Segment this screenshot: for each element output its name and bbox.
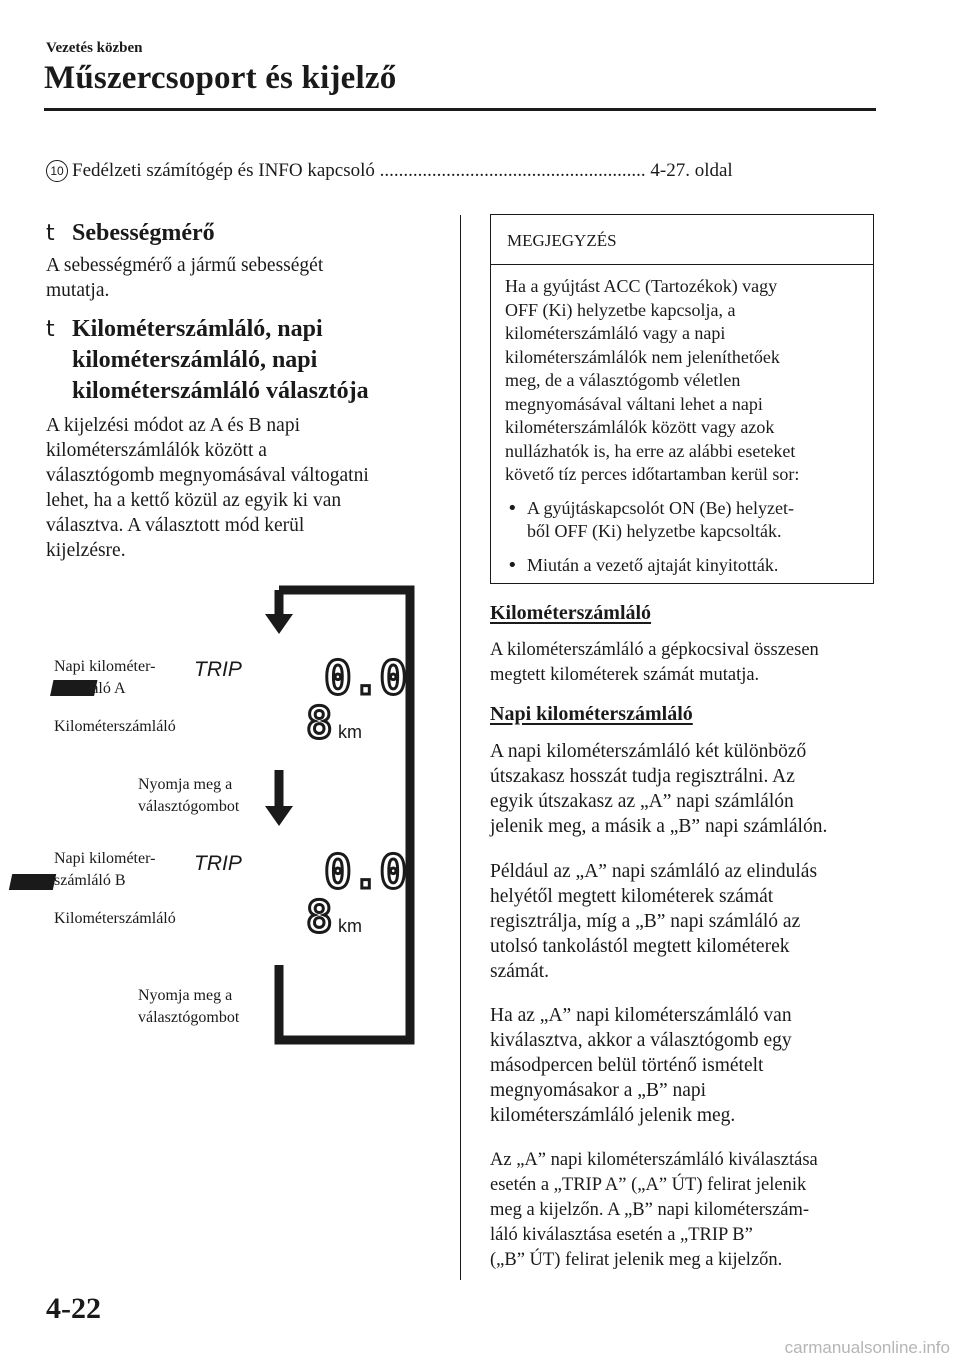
text-line: OFF (Ki) helyzetbe kapcsolja, a bbox=[505, 299, 736, 320]
text-line: láló kiválasztása esetén a „TRIP B” bbox=[490, 1225, 753, 1245]
text-line: másodpercen belül történő ismételt bbox=[490, 1055, 764, 1076]
text-line: választógomb megnyomásával váltogatni bbox=[46, 465, 369, 486]
text-line: utolsó tankolástól megtett kilométerek bbox=[490, 936, 790, 957]
text-line: egyik útszakasz az „A” napi számlálón bbox=[490, 791, 794, 812]
speedometer-title: Sebességmérő bbox=[72, 220, 215, 246]
list-item bbox=[505, 554, 859, 578]
odometer-heading: Kilométerszámláló bbox=[490, 602, 652, 624]
section-marker-icon: t bbox=[46, 221, 55, 246]
text-line: megnyomásával váltani lehet a napi bbox=[505, 393, 763, 414]
text-line: kilométerszámláló jelenik meg. bbox=[490, 1105, 736, 1126]
text-line: Ha az „A” napi kilométerszámláló van bbox=[490, 1005, 792, 1026]
text-line: A kijelzési módot az A és B napi bbox=[46, 415, 301, 436]
trip-meter-paragraph-4 bbox=[490, 1148, 890, 1273]
text-line: („B” ÚT) felirat jelenik meg a kijelzőn. bbox=[490, 1250, 783, 1270]
heading-line: kilométerszámláló választója bbox=[72, 378, 369, 404]
text-line: A sebességmérő a jármű sebességét bbox=[46, 255, 324, 276]
arrow-down-icon bbox=[265, 614, 293, 634]
note-bullet-list bbox=[505, 497, 859, 578]
press-selector-label-2 bbox=[138, 985, 239, 1029]
text-line: követő tíz perces időtartamban kerül sor: bbox=[505, 464, 800, 484]
column-divider bbox=[460, 215, 461, 1280]
chapter-title: Műszercsoport és kijelző bbox=[44, 60, 397, 96]
trip-meter-heading: Napi kilométerszámláló bbox=[490, 703, 693, 725]
text-line: megtett kilométerek számát mutatja. bbox=[490, 665, 760, 685]
heading-line: kilométerszámláló, napi bbox=[72, 347, 318, 373]
text-line: regisztrálja, míg a „B” napi számláló az bbox=[490, 911, 801, 932]
text-line: • Miután a vezető ajtaját kinyitották. bbox=[527, 554, 779, 575]
text-line: kilométerszámlálók között vagy azok bbox=[505, 417, 775, 437]
text-line: meg, de a választógomb véletlen bbox=[505, 370, 741, 390]
label-line: Napi kilométer- bbox=[54, 658, 156, 675]
trip-b-badge bbox=[9, 874, 56, 890]
text-line: mutatja. bbox=[46, 280, 110, 301]
text-line: kiválasztva, akkor a választógomb egy bbox=[490, 1030, 792, 1051]
note-box bbox=[490, 214, 874, 584]
text-line: útszakasz hosszát tudja regisztrálni. Az bbox=[490, 766, 795, 787]
unit-km-2: km bbox=[338, 916, 362, 936]
trip-meter-paragraph-2 bbox=[490, 859, 890, 984]
trip-meter-paragraph-1 bbox=[490, 739, 890, 839]
text-line: kilométerszámláló vagy a napi bbox=[505, 323, 726, 343]
list-item bbox=[505, 497, 859, 544]
text-line: Az „A” napi kilométerszámláló kiválasztása bbox=[490, 1150, 818, 1170]
section-label: Vezetés közben bbox=[46, 40, 143, 56]
text-line: kilométerszámlálók nem jeleníthetőek bbox=[505, 346, 780, 367]
trip-b-letter: B bbox=[214, 874, 226, 890]
odometer-digit-2: 8 bbox=[306, 892, 333, 943]
odometer-body bbox=[490, 638, 890, 688]
arrow-down-icon bbox=[265, 806, 293, 826]
text-line: számát. bbox=[490, 961, 550, 982]
label-line: Nyomja meg a bbox=[138, 987, 233, 1004]
text-line: nullázhatók is, ha erre az alábbi eseteket bbox=[505, 440, 796, 461]
odometer-label-2: Kilométerszámláló bbox=[54, 910, 176, 927]
odometer-label-1: Kilométerszámláló bbox=[54, 718, 176, 735]
text-line: választva. A választott mód kerül bbox=[46, 515, 305, 536]
label-line: Nyomja meg a bbox=[138, 776, 233, 793]
reference-number-badge: 10 bbox=[46, 160, 68, 182]
text-line: kilométerszámlálók között a bbox=[46, 440, 267, 461]
odometer-digit-1: 8 bbox=[306, 698, 333, 749]
text-line: Ha a gyújtást ACC (Tartozékok) vagy bbox=[505, 276, 778, 296]
trip-word: TRIP bbox=[194, 658, 242, 681]
label-line: számláló A bbox=[54, 680, 126, 697]
text-line: • A gyújtáskapcsolót ON (Be) helyzet- bbox=[527, 497, 794, 518]
trip-b-digits: 0.0 bbox=[324, 845, 408, 899]
text-line: helyétől megtett kilométerek számát bbox=[490, 886, 774, 907]
text-line: lehet, ha a kettő közül az egyik ki van bbox=[46, 490, 342, 511]
watermark: carmanualsonline.info bbox=[784, 1338, 950, 1357]
text-line: A napi kilométerszámláló két különböző bbox=[490, 741, 807, 762]
unit-km-1: km bbox=[338, 722, 362, 742]
text-line: meg a kijelzőn. A „B” napi kilométerszám- bbox=[490, 1200, 810, 1220]
text-line: A kilométerszámláló a gépkocsival összesen bbox=[490, 640, 819, 660]
text-line: Például az „A” napi számláló az elindulás bbox=[490, 861, 818, 882]
label-line: Napi kilométer- bbox=[54, 850, 156, 867]
trip-a-label bbox=[54, 656, 155, 700]
trip-b-label bbox=[54, 848, 155, 892]
label-line: számláló B bbox=[54, 872, 126, 889]
note-heading: MEGJEGYZÉS bbox=[491, 215, 873, 265]
text-line: jelenik meg, a másik a „B” napi számlálón. bbox=[490, 816, 828, 837]
reference-text: Fedélzeti számítógép és INFO kapcsoló ........................................................ 4-27. oldal bbox=[72, 160, 733, 181]
page-number: 4-22 bbox=[46, 1292, 101, 1325]
trip-meter-paragraph-3 bbox=[490, 1003, 890, 1128]
trip-a-letter: A bbox=[214, 680, 226, 696]
trip-word: TRIP bbox=[194, 852, 242, 875]
section-marker-icon: t bbox=[46, 317, 55, 342]
text-line: esetén a „TRIP A” („A” ÚT) felirat jelenik bbox=[490, 1175, 807, 1195]
text-line: kijelzésre. bbox=[46, 540, 126, 561]
text-line: ből OFF (Ki) helyzetbe kapcsolták. bbox=[527, 521, 782, 541]
label-line: választógombot bbox=[138, 798, 240, 815]
heading-line: Kilométerszámláló, napi bbox=[72, 316, 323, 342]
note-body bbox=[491, 265, 873, 577]
label-line: választógombot bbox=[138, 1009, 240, 1026]
trip-a-digits: 0.0 bbox=[324, 651, 408, 705]
press-selector-label-1 bbox=[138, 774, 239, 818]
text-line: megnyomásakor a „B” napi bbox=[490, 1080, 707, 1101]
